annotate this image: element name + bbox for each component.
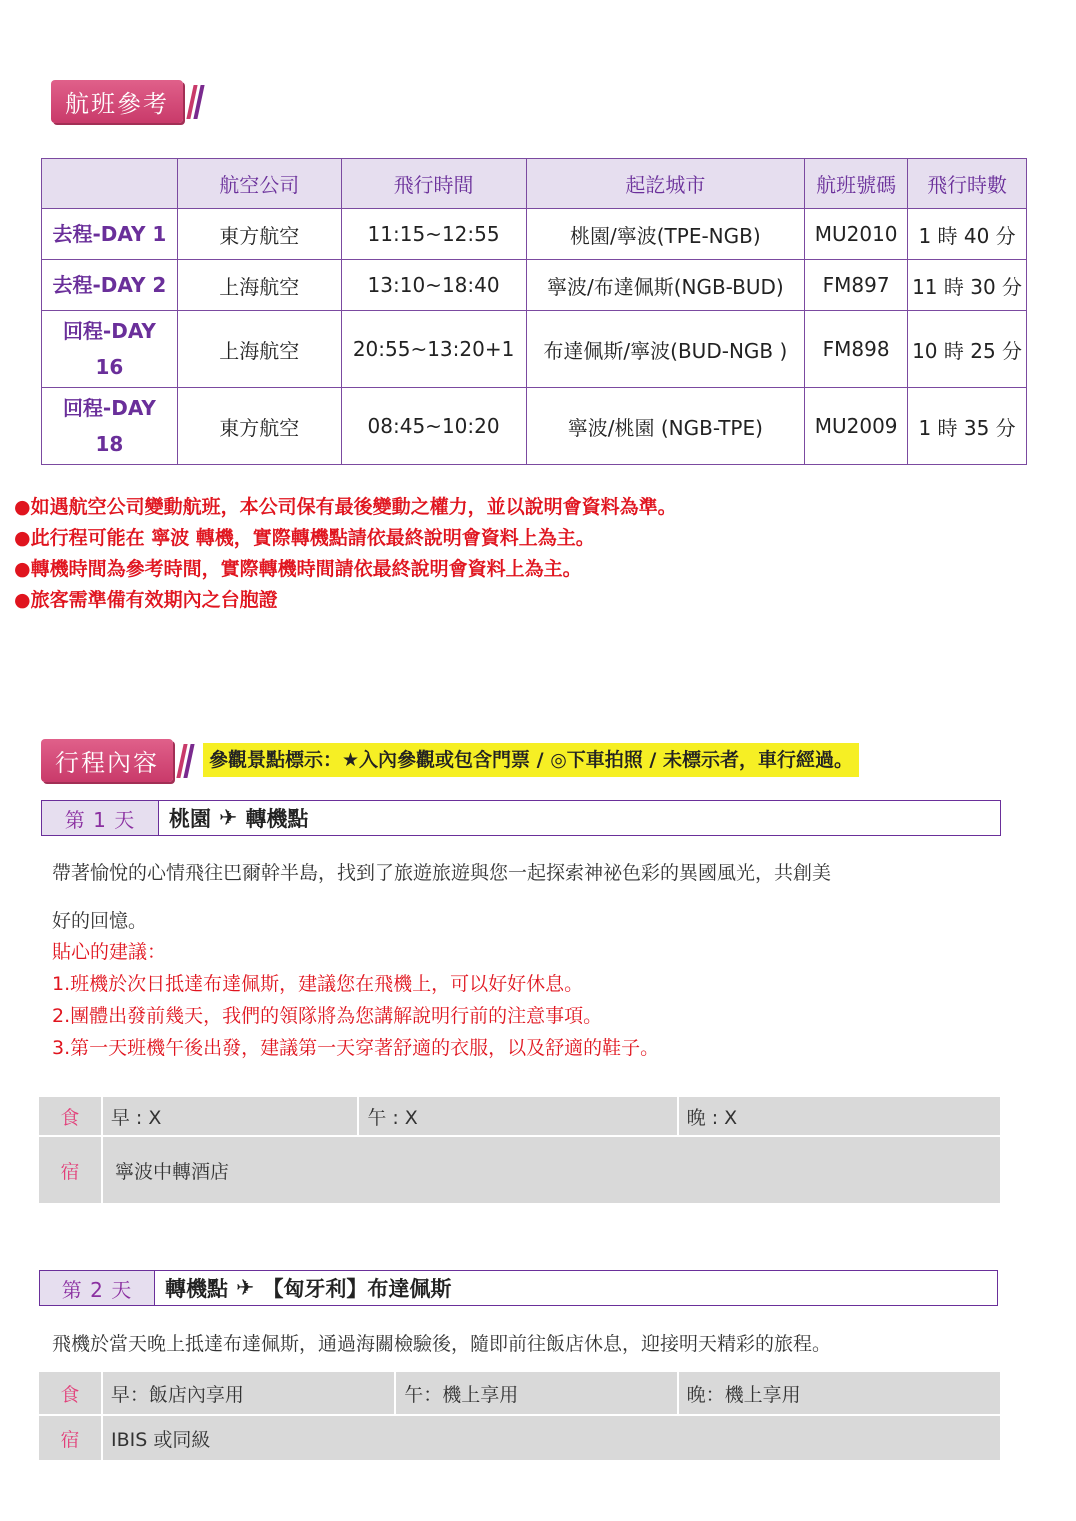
day-1-meal-hotel-table <box>39 1097 1000 1203</box>
row-time: 11:15~12:55 <box>341 209 526 260</box>
note-item: ●此行程可能在 寧波 轉機，實際轉機點請依最終說明會資料上為主。 <box>14 527 595 549</box>
hotel-cell: 寧波中轉酒店 <box>115 1160 230 1183</box>
tip-item: 3.第一天班機午後出發，建議第一天穿著舒適的衣服，以及舒適的鞋子。 <box>52 1037 660 1059</box>
header-route: 起訖城市 <box>526 159 805 209</box>
meal-row <box>39 1097 1000 1137</box>
lunch-cell: 午：機上享用 <box>396 1372 678 1414</box>
row-duration: 1 時 35 分 <box>908 388 1027 465</box>
itinerary-section-title: 行程內容 <box>41 739 173 782</box>
breakfast-cell: 早：飯店內享用 <box>103 1372 396 1414</box>
day-number: 第 2 天 <box>40 1271 155 1305</box>
row-duration: 10 時 25 分 <box>908 311 1027 388</box>
row-duration: 1 時 40 分 <box>908 209 1027 260</box>
row-flight: MU2010 <box>805 209 908 260</box>
note-item: ●旅客需準備有效期內之台胞證 <box>14 589 278 611</box>
day-2-meal-hotel-table <box>39 1372 1000 1460</box>
flight-section-title: 航班參考 <box>51 80 183 123</box>
day-1-description-line-1: 帶著愉悅的心情飛往巴爾幹半島，找到了旅遊旅遊與您一起探索神祕色彩的異國風光，共創美 <box>52 862 832 884</box>
hotel-cell: IBIS 或同級 <box>111 1428 211 1451</box>
row-flight: MU2009 <box>805 388 908 465</box>
day-1-tips <box>52 936 659 1064</box>
flight-section-tag <box>51 80 201 123</box>
header-duration: 飛行時數 <box>908 159 1027 209</box>
day-1-description-line-2: 好的回憶。 <box>52 910 148 932</box>
row-route: 寧波/布達佩斯(NGB-BUD) <box>526 260 805 311</box>
tip-item: 1.班機於次日抵達布達佩斯，建議您在飛機上，可以好好休息。 <box>52 973 584 995</box>
row-time: 20:55~13:20+1 <box>341 311 526 388</box>
row-airline: 東方航空 <box>177 388 341 465</box>
meal-label: 食 <box>39 1372 103 1414</box>
row-airline: 東方航空 <box>177 209 341 260</box>
lunch-cell: 午 : X <box>359 1097 678 1135</box>
breakfast-cell: 早 : X <box>103 1097 359 1135</box>
day-title-to: 【匈牙利】布達佩斯 <box>262 1277 452 1301</box>
hotel-row <box>39 1416 1000 1460</box>
row-flight: FM897 <box>805 260 908 311</box>
flight-table-header-row <box>42 159 1027 209</box>
row-route: 寧波/桃園 (NGB-TPE) <box>526 388 805 465</box>
hotel-label: 宿 <box>39 1416 103 1460</box>
day-number: 第 1 天 <box>42 801 159 835</box>
day-title-to: 轉機點 <box>245 807 309 831</box>
row-time: 08:45~10:20 <box>341 388 526 465</box>
day-2-description: 飛機於當天晚上抵達布達佩斯，通過海關檢驗後，隨即前往飯店休息，迎接明天精彩的旅程。 <box>52 1333 832 1355</box>
row-day: 回程-DAY 16 <box>42 311 178 388</box>
meal-label: 食 <box>39 1097 103 1135</box>
row-time: 13:10~18:40 <box>341 260 526 311</box>
flight-notes <box>14 492 677 616</box>
itinerary-section-tag <box>41 739 191 782</box>
tag-bars-decoration <box>177 743 191 779</box>
tag-bars-decoration <box>187 84 201 120</box>
attraction-legend: 參觀景點標示：★入內參觀或包含門票 / ◎下車拍照 / 未標示者，車行經過。 <box>203 743 859 777</box>
header-flight-number: 航班號碼 <box>805 159 908 209</box>
day-title-from: 桃園 <box>169 807 211 831</box>
airplane-icon: ✈ <box>236 1275 255 1301</box>
dinner-cell: 晚：機上享用 <box>686 1383 801 1406</box>
note-item: ●轉機時間為參考時間，實際轉機時間請依最終說明會資料上為主。 <box>14 558 582 580</box>
day-1-header <box>41 800 1001 836</box>
row-day: 去程-DAY 1 <box>42 209 178 260</box>
row-day: 去程-DAY 2 <box>42 260 178 311</box>
row-route: 桃園/寧波(TPE-NGB) <box>526 209 805 260</box>
header-blank <box>42 159 178 209</box>
table-row <box>42 209 1027 260</box>
hotel-label: 宿 <box>39 1137 103 1203</box>
note-item: ●如遇航空公司變動航班，本公司保有最後變動之權力，並以說明會資料為準。 <box>14 496 677 518</box>
header-airline: 航空公司 <box>177 159 341 209</box>
day-2-header <box>39 1270 998 1306</box>
table-row <box>42 260 1027 311</box>
row-day: 回程-DAY 18 <box>42 388 178 465</box>
row-airline: 上海航空 <box>177 260 341 311</box>
tip-item: 2.團體出發前幾天，我們的領隊將為您講解說明行前的注意事項。 <box>52 1005 603 1027</box>
day-title-from: 轉機點 <box>165 1277 228 1301</box>
table-row <box>42 311 1027 388</box>
day-title <box>155 1271 451 1305</box>
airplane-icon: ✈ <box>219 805 238 831</box>
row-flight: FM898 <box>805 311 908 388</box>
hotel-row <box>39 1137 1000 1203</box>
dinner-cell: 晚 : X <box>686 1106 738 1129</box>
flight-table <box>41 158 1027 465</box>
tips-title: 貼心的建議： <box>52 941 167 963</box>
day-title <box>159 801 308 835</box>
row-duration: 11 時 30 分 <box>908 260 1027 311</box>
row-route: 布達佩斯/寧波(BUD-NGB ) <box>526 311 805 388</box>
header-flight-time: 飛行時間 <box>341 159 526 209</box>
row-airline: 上海航空 <box>177 311 341 388</box>
table-row <box>42 388 1027 465</box>
meal-row <box>39 1372 1000 1416</box>
